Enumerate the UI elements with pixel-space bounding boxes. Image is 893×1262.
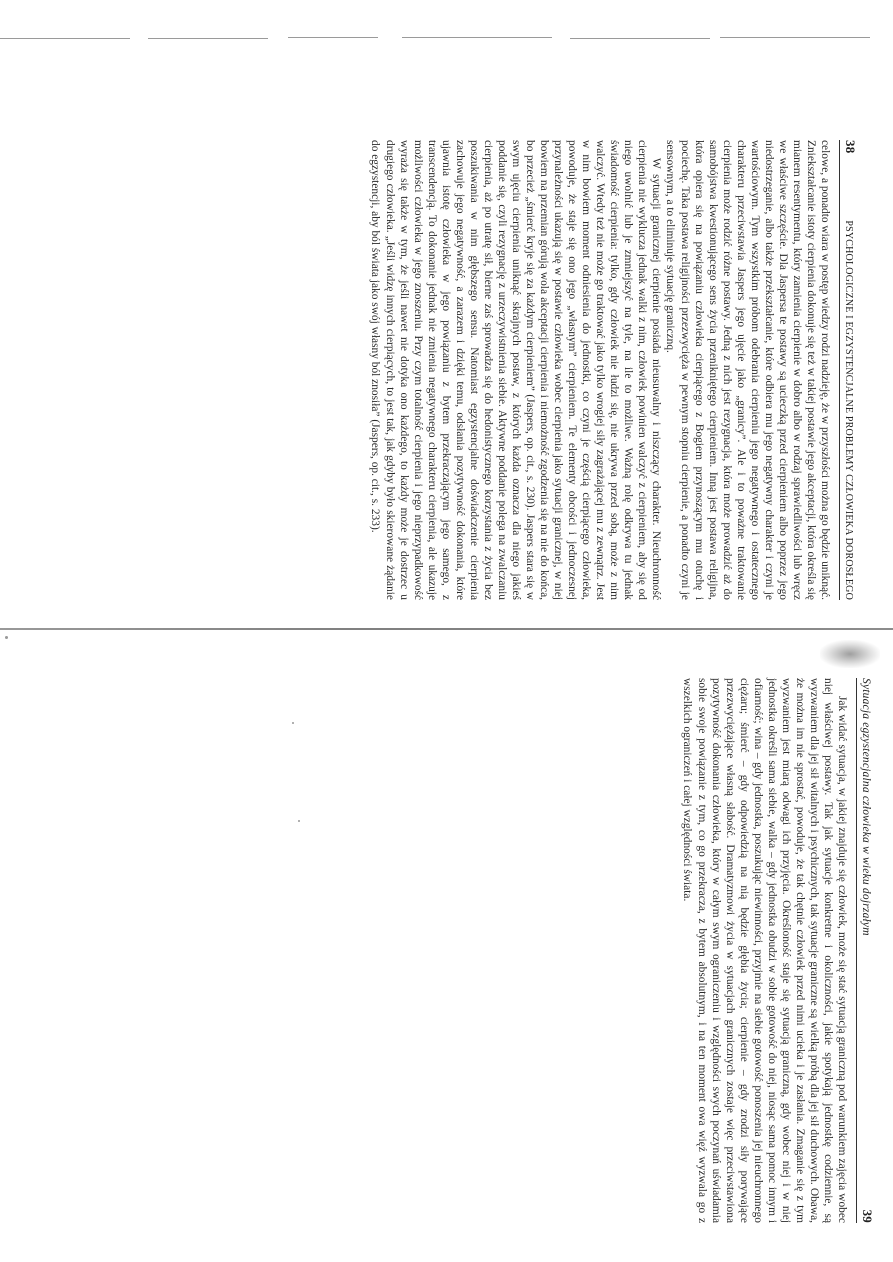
page-39 (545, 678, 875, 1223)
scan-speck (5, 636, 8, 639)
paragraph: W sytuacji granicznej cierpienie posiada nieusuwalny i niszczący charakter. Nieuchronność cierpienia nie wyklucza jednak walki z nim, człowiek powinien walczyć z cierpieniem, aby się od niego uwolnić lub je zmniejszyć na tyle, na ile to możliwe. Ważną rolę odkrywa tu jednak świadomość cierpienia: tylko, gdy człowiek nie łudzi się, nie ukrywa przed sobą, może z nim walczyć. Wtedy też nie może go traktować jako tylko wrogiej siły zagrażającej mu z zewnątrz. Jest w nim bowiem moment odniesienia do jednostki, co czyni je częścią cierpiącego człowieka, powoduje, że staje się ono jego „własnym” cierpieniem. Te elementy obcości i jednoczesnej przynależności ukazują się w postawie człowieka wobec cierpienia jako sytuacji granicznej, w niej bowiem na przemian górują wola akceptacji cierpienia i niemożność zgodzenia się na nie do końca, bo przecież „śmierć kryje się za każdym cierpieniem” (Jaspers, op. cit., s. 230). Jaspers stara się w swym ujęciu cierpienia uniknąć skrajnych postaw, z których każda oznacza dla niego jakieś poddanie się, czyli rezygnację z urzeczywistnienia siebie. Aktywne poddanie polega na zwalczaniu cierpienia, aż po utratę sił, bierne zaś sprowadza się do hedonistycznego korzystania z życia bez poszukiwania w nim głębszego sensu. Natomiast egzystencjalne doświadczenie cierpienia zachowuje jego negatywność, a zarazem i dzięki temu, odsłania pozytywność dokonania, które ujawnia istotę człowieka w jego powiązaniu z bytem przekraczającym jego samego, z transcendencją. To dokonanie jednak nie zmienia negatywnego charakteru cierpienia, ale ukazuje możliwości człowieka w jego znoszeniu. Przy czym totalność cierpienia i jego nieprzypadkowość wyraża się także w tym, że jeśli nawet nie dotyka ono każdego, to każdy może je dostrzec u drugiego człowieka. „Jeśli widzę innych cierpiących, to jest tak, jak gdyby było skierowane żądanie do egzystencji, aby ból świata jako swój własny ból znosiła” (Jaspers, op. cit., s. 233). (369, 140, 663, 600)
page-number: 38 (843, 140, 858, 154)
scan-artifact-line (570, 38, 710, 39)
scan-speck (292, 722, 294, 724)
book-fold (0, 628, 893, 630)
scan-artifact-line (0, 38, 130, 39)
running-head-title: PSYCHOLOGICZNE I EGZYSTENCJALNE PROBLEMY CZŁOWIEKA DOROSŁEGO (843, 220, 854, 600)
scan-artifact-line (148, 38, 268, 39)
scan-speck (298, 820, 300, 822)
page-38 (138, 140, 858, 600)
running-head-title: Sytuacja egzystencjalna człowieka w wieku dojrzałym (860, 678, 872, 936)
page-body (680, 678, 849, 1223)
page-number: 39 (860, 1209, 875, 1223)
paragraph: Jak widać sytuacja, w jakiej znajduje się człowiek, może się stać sytuacją graniczną pod warunkiem zajęcia wobec niej właściwej postawy. Tak jak sytuacje konkretne i okoliczności, jakie spotykają jednostkę codziennie, są wyzwaniem dla jej sił witalnych i psychicznych, tak sytuacje graniczne są wielką próbą dla jej sił duchowych. Obawa, że można im nie sprostać, powoduje, że tak chętnie człowiek przed nimi ucieka i je zasłania. Zmaganie się z tym wyzwaniem jest miarą odwagi ich przyjęcia. Określoność staje się sytuacją graniczną, gdy wobec niej i w niej jednostka określi sama siebie, walka – gdy jednostka obudzi w sobie gotowość do niej, niosąc sama pomoc innym i ofiarność; wina – gdy jednostka, poszukując niewinności, przyjmie na siebie gotowość ponoszenia jej nieuchronnego ciężaru; śmierć – gdy odpowiedzią na nią będzie głębia życia; cierpienie – gdy zrodzi siły porywające przezwyciężające własną słabość. Dramatyzmowi życia w sytuacjach granicznych zostaje więc przeciwstawiona pozytywność dokonania człowieka, który w całym swym ograniczeniu i względności swych poczynań uświadamia sobie swoje powiązanie z tym, co go przekracza, z bytem absolutnym, i na ten moment owa więź wyzwala go z wszelkich ograniczeń i całej względności świata. (681, 678, 848, 1223)
running-header (839, 140, 858, 600)
scan-artifact-line (402, 37, 552, 38)
scan-artifact-line (720, 37, 870, 38)
page-body (368, 140, 832, 600)
running-header (856, 678, 875, 1223)
scan-artifact-line (288, 37, 378, 38)
paragraph: celowe, a ponadto wiara w postęp wiedzy rodzi nadzieję, że w przyszłości można go będzie uniknąć. Zniekształcanie istoty cierpienia dokonuje się też w takiej postawie jego akceptacji, która określa się mianem resentymentu, który zamienia cierpienie w dobro albo w rodzaj sprawiedliwości lub wręcz we właściwe szczęście. Dla Jaspersa te postawy są ucieczką przed cierpieniem albo poprzez jego niedostrzeganie, albo także przekształcanie, które odbiera mu jego negatywny charakter i czyni je wartościowym. Tym wszystkim próbom odebrania cierpieniu jego negatywnego i ostatecznego charakteru przeciwstawia Jaspers jego ujęcie jako „granicy”. Ale i to poważne traktowanie cierpienia może rodzić różne postawy. Jedną z nich jest rezygnacja, która może prowadzić aż do samobójstwa kwestionującego sens życia przenikniętego cierpieniem. Inną jest postawa religijna, która opiera się na powiązaniu człowieka cierpiącego z Bogiem przynoszącym mu otuchę i pociechę. Taka postawa religijności przezwycięża w pewnym stopniu cierpienie, a ponadto czyni je sensownym, a to eliminuje sytuację granicznq. (664, 140, 831, 600)
fold-shadow (820, 640, 880, 668)
